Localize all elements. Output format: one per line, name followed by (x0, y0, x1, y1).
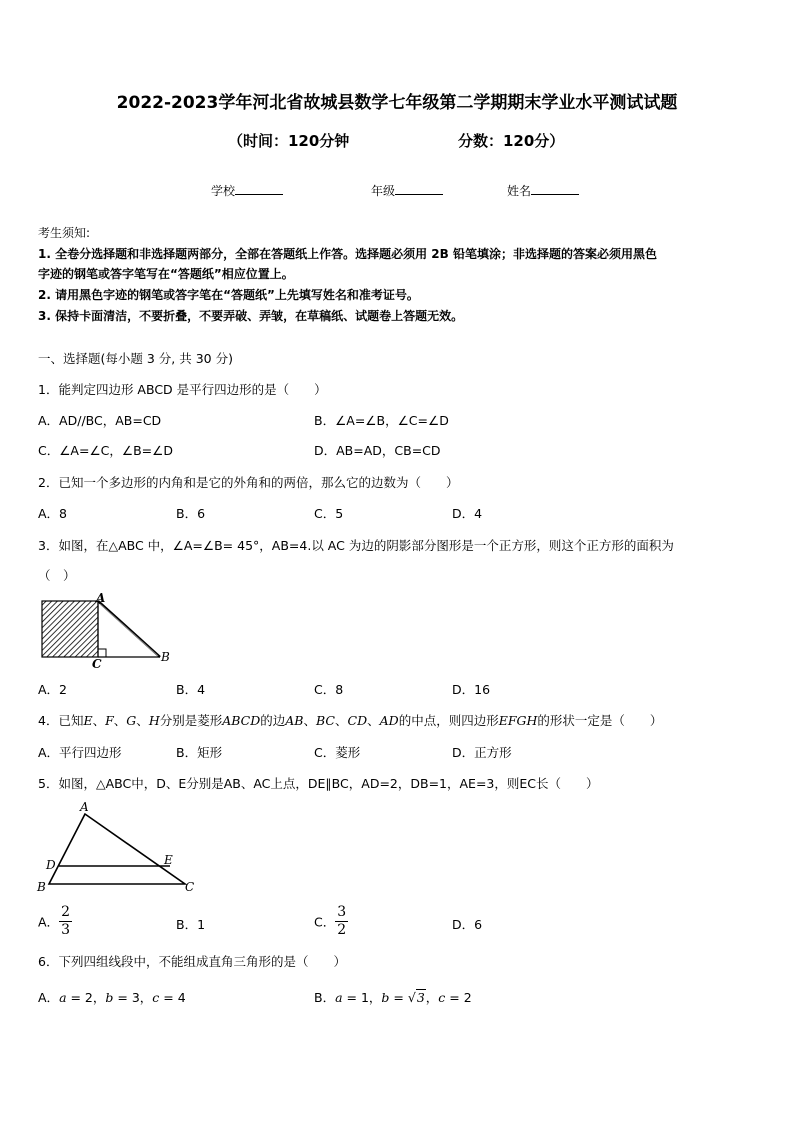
label-d: D (46, 858, 56, 872)
q4-option-a: A．平行四边形 (38, 745, 122, 760)
q4-option-b: B．矩形 (176, 745, 223, 760)
q4-text-2: 分别是菱形 (159, 713, 223, 728)
sqrt-sign: √ (407, 990, 416, 1005)
q6-b-c-value: = 2 (445, 990, 472, 1005)
q4-var-h: H (148, 713, 160, 728)
grade-label: 年级 (371, 184, 396, 198)
q6-option-a (38, 988, 186, 1006)
segment-ab (98, 601, 160, 657)
shaded-square (42, 601, 98, 657)
q5-option-d: D．6 (452, 917, 483, 932)
sqrt-radicand: 3 (416, 990, 425, 1005)
page-title: 2022-2023学年河北省故城县数学七年级第二学期期末学业水平测试试题 (116, 93, 678, 113)
q2-option-a: A．8 (38, 506, 68, 521)
q5-option-a-fraction (59, 904, 72, 939)
label-e: E (164, 853, 173, 867)
q4-sep-1: 、 (92, 713, 106, 728)
q6-b-sep: ， (425, 990, 439, 1005)
school-label: 学校 (211, 184, 236, 198)
q3-stem-line2: （ ） (38, 568, 76, 583)
q6-option-b-prefix: B． (314, 990, 336, 1005)
name-label: 姓名 (507, 184, 532, 198)
q4-var-ab: AB (285, 713, 304, 728)
q1-option-a: A．AD//BC，AB=CD (38, 413, 162, 428)
q4-option-d: D．正方形 (452, 745, 512, 760)
name-field (507, 182, 579, 199)
label-a: A (96, 591, 106, 605)
q4-sep-3: 、 (136, 713, 149, 728)
q4-var-e: E (83, 713, 93, 728)
q5-option-b: B．1 (176, 917, 206, 932)
school-field (211, 182, 283, 199)
q3-option-b: B．4 (176, 682, 206, 697)
q6-option-a-prefix: A． (38, 990, 60, 1005)
q2-stem: 2．已知一个多边形的内角和是它的外角和的两倍，那么它的边数为（ ） (38, 475, 459, 490)
q3-figure (36, 588, 186, 672)
q4-text-5: 的形状一定是（ ） (537, 713, 663, 728)
q4-var-abcd: ABCD (222, 713, 261, 728)
q6-c-value: = 4 (159, 990, 186, 1005)
right-angle-mark (98, 649, 106, 657)
q6-b-b-eq: = (389, 990, 408, 1005)
segment-ab-shade (100, 604, 158, 656)
q4-sep-5: 、 (335, 713, 348, 728)
exam-time: （时间：120分钟 (228, 132, 350, 150)
q6-c-var: c (152, 990, 160, 1005)
q5-option-a (38, 904, 72, 939)
label-c: C (185, 880, 195, 894)
q5-figure (34, 798, 204, 896)
notice-line-2: 2. 请用黑色字迹的钢笔或答字笔在“答题纸”上先填写姓名和准考证号。 (38, 288, 419, 302)
q6-option-b (314, 988, 472, 1006)
q3-option-c: C．8 (314, 682, 344, 697)
q6-b-b-var: b (381, 990, 390, 1005)
q1-stem: 1．能判定四边形 ABCD 是平行四边形的是（ ） (38, 382, 327, 397)
q6-b-c-var: c (438, 990, 446, 1005)
q5-option-c-prefix: C． (314, 914, 336, 930)
q6-b-a-value: = 1， (342, 990, 382, 1005)
grade-blank (395, 182, 443, 195)
q4-text-4: 的中点，则四边形 (398, 713, 499, 728)
triangle-abc (49, 814, 185, 884)
q1-option-b: B．∠A=∠B，∠C=∠D (314, 413, 449, 428)
notice-line-3: 3. 保持卡面清洁，不要折叠，不要弄破、弄皱，在草稿纸、试题卷上答题无效。 (38, 309, 464, 323)
q4-option-c: C．菱形 (314, 745, 361, 760)
grade-field (371, 182, 443, 199)
q1-option-d: D．AB=AD，CB=CD (314, 443, 441, 458)
school-blank (235, 182, 283, 195)
q5-option-c-fraction (335, 904, 348, 939)
q3-option-d: D．16 (452, 682, 491, 697)
q5-option-c-numerator: 3 (337, 904, 347, 920)
q4-sep-2: 、 (113, 713, 127, 728)
q4-sep-6: 、 (367, 713, 380, 728)
q4-var-bc: BC (316, 713, 335, 728)
q4-sep-4: 、 (303, 713, 317, 728)
q4-text-3: 的边 (260, 713, 286, 728)
q5-option-a-denominator: 3 (61, 922, 70, 938)
q4-var-ad: AD (379, 713, 399, 728)
q6-a-var: a (59, 990, 67, 1005)
q5-option-c-denominator: 2 (337, 922, 347, 938)
q5-option-a-numerator: 2 (61, 904, 70, 920)
q4-var-cd: CD (347, 713, 368, 728)
q4-var-f: F (105, 713, 114, 728)
q4-var-efgh: EFGH (498, 713, 538, 728)
q5-stem: 5．如图，△ABC中，D、E分别是AB、AC上点，DE∥BC，AD=2，DB=1，AE=3，则EC长（ ） (38, 776, 599, 791)
q2-option-c: C．5 (314, 506, 344, 521)
q2-option-b: B．6 (176, 506, 206, 521)
q4-stem (38, 711, 662, 729)
q6-stem: 6．下列四组线段中，不能组成直角三角形的是（ ） (38, 954, 346, 969)
q3-stem-line1: 3．如图，在△ABC 中，∠A=∠B= 45°，AB=4.以 AC 为边的阴影部分图形是一个正方形，则这个正方形的面积为 (38, 538, 674, 553)
notice-line-1b: 字迹的钢笔或答字笔写在“答题纸”相应位置上。 (38, 267, 294, 281)
notice-heading: 考生须知: (38, 226, 91, 240)
label-a: A (80, 800, 89, 814)
label-b: B (161, 650, 170, 664)
q4-var-g: G (126, 713, 137, 728)
section-heading: 一、选择题(每小题 3 分, 共 30 分) (38, 351, 233, 366)
q6-sqrt (408, 989, 426, 1005)
q5-option-c (314, 904, 348, 939)
q2-option-d: D．4 (452, 506, 483, 521)
notice-line-1a: 1. 全卷分选择题和非选择题两部分，全部在答题纸上作答。选择题必须用 2B 铅笔填涂；非选择题的答案必须用黑色 (38, 247, 657, 261)
q6-a-value: = 2， (66, 990, 106, 1005)
q6-b-value: = 3， (113, 990, 153, 1005)
q5-option-a-prefix: A． (38, 914, 60, 930)
exam-score: 分数：120分） (458, 132, 565, 150)
name-blank (531, 182, 579, 195)
label-c: C (92, 657, 102, 671)
q3-option-a: A．2 (38, 682, 68, 697)
q4-text-1: 4．已知 (38, 713, 84, 728)
q6-b-a-var: a (335, 990, 343, 1005)
label-b: B (37, 880, 46, 894)
q1-option-c: C．∠A=∠C，∠B=∠D (38, 443, 173, 458)
q6-b-var: b (105, 990, 114, 1005)
